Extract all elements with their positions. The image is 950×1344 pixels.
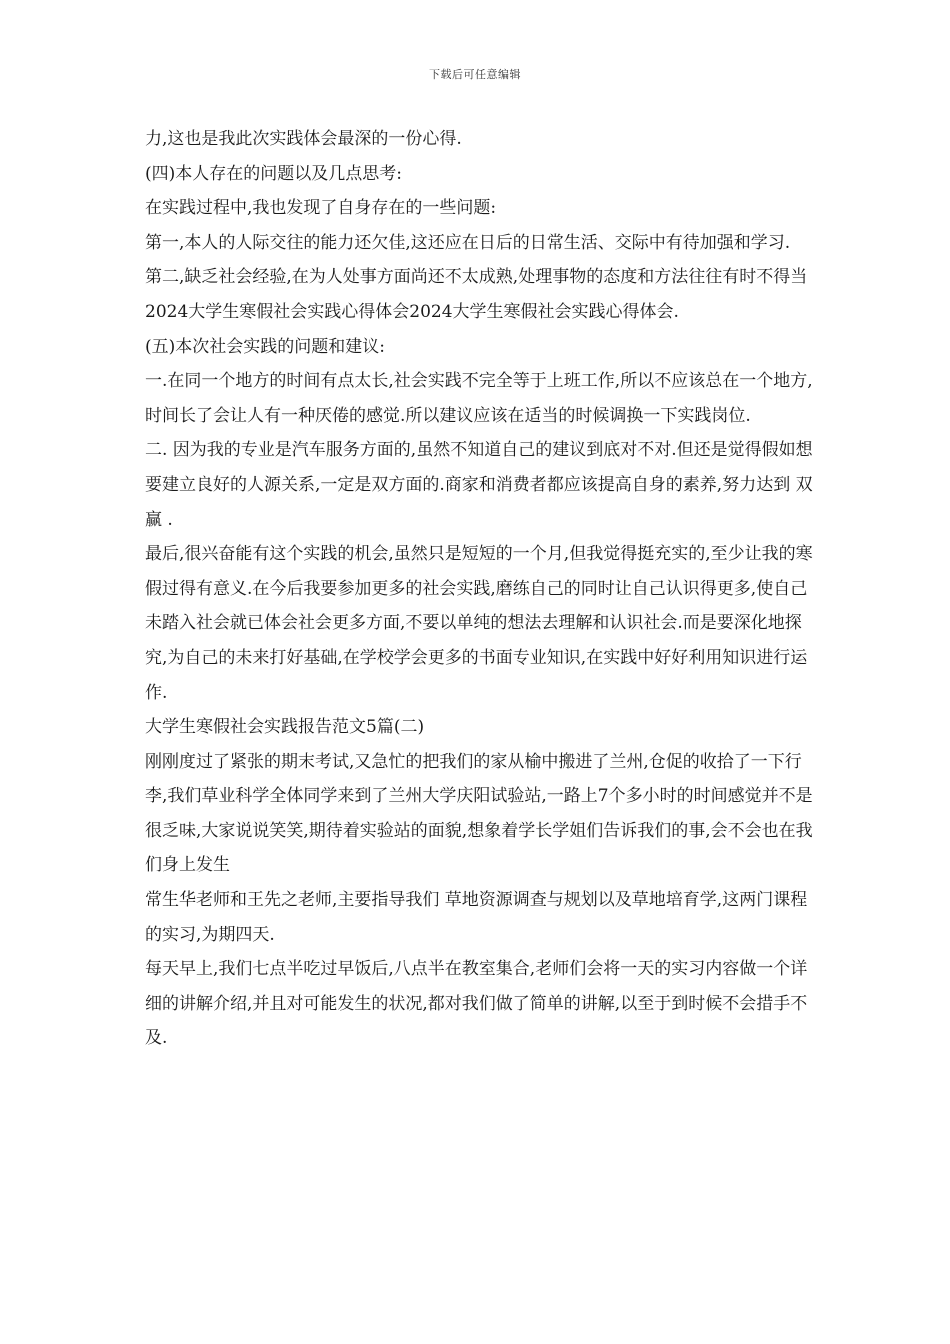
paragraph: 一.在同一个地方的时间有点太长,社会实践不完全等于上班工作,所以不应该总在一个地方,时间长了会让人有一种厌倦的感觉.所以建议应该在适当的时候调换一下实践岗位. <box>145 371 813 426</box>
paragraph: 二. 因为我的专业是汽车服务方面的,虽然不知道自己的建议到底对不对.但还是觉得假如想要建立良好的人源关系,一定是双方面的.商家和消费者都应该提高自身的素养,努力达到 双赢 . <box>145 440 813 530</box>
paragraph: 最后,很兴奋能有这个实践的机会,虽然只是短短的一个月,但我觉得挺充实的,至少让我的寒假过得有意义.在今后我要参加更多的社会实践,磨练自己的同时让自己认识得更多,使自己未踏入社会就已体会社会更多方面,不要以单纯的想法去理解和认识社会.而是要深化地探究,为自己的未来打好基础,在学校学会更多的书面专业知识,在实践中好好利用知识进行运作. <box>145 544 813 703</box>
page-header: 下载后可任意编辑 <box>429 68 521 81</box>
paragraph: 第二,缺乏社会经验,在为人处事方面尚还不太成熟,处理事物的态度和方法往往有时不得当2024大学生寒假社会实践心得体会2024大学生寒假社会实践心得体会. <box>145 267 808 322</box>
section-heading: (四)本人存在的问题以及几点思考: <box>145 163 402 184</box>
paragraph: 第一,本人的人际交往的能力还欠佳,这还应在日后的日常生活、交际中有待加强和学习. <box>145 232 791 253</box>
paragraph: 刚刚度过了紧张的期末考试,又急忙的把我们的家从榆中搬进了兰州,仓促的收拾了一下行李,我们草业科学全体同学来到了兰州大学庆阳试验站,一路上7个多小时的时间感觉并不是很乏味,大家说说笑笑,期待着实验站的面貌,想象着学长学姐们告诉我们的事,会不会也在我们身上发生 <box>145 751 813 876</box>
document-body <box>145 122 815 1056</box>
paragraph: 常生华老师和王先之老师,主要指导我们 草地资源调查与规划以及草地培育学,这两门课程的实习,为期四天. <box>145 890 808 945</box>
paragraph: 在实践过程中,我也发现了自身存在的一些问题: <box>145 198 497 219</box>
paragraph: 每天早上,我们七点半吃过早饭后,八点半在教室集合,老师们会将一天的实习内容做一个详细的讲解介绍,并且对可能发生的状况,都对我们做了简单的讲解,以至于到时候不会措手不及. <box>145 959 808 1049</box>
paragraph: 力,这也是我此次实践体会最深的一份心得. <box>145 129 462 149</box>
section-heading: 大学生寒假社会实践报告范文5篇(二) <box>145 717 425 738</box>
section-heading: (五)本次社会实践的问题和建议: <box>145 336 385 357</box>
